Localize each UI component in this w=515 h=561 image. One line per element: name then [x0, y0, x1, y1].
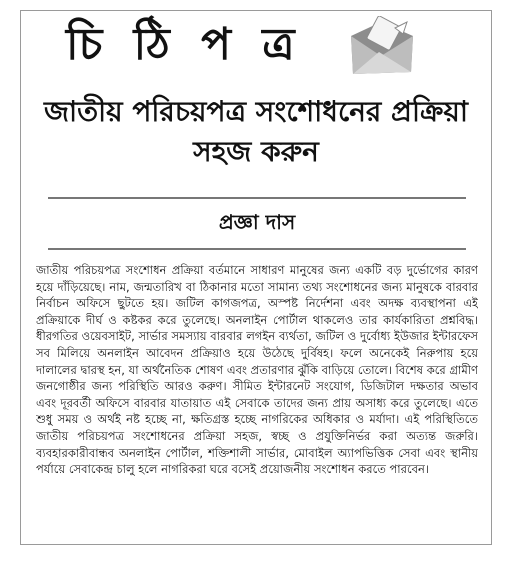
divider-top — [48, 197, 466, 199]
author-name: প্রজ্ঞা দাস — [218, 210, 296, 234]
article-headline: জাতীয় পরিচয়পত্র সংশোধনের প্রক্রিয়া সহজ করুন — [43, 95, 468, 168]
article-body: জাতীয় পরিচয়পত্র সংশোধন প্রক্রিয়া বর্তমানে সাধারণ মানুষের জন্য একটি বড় দুর্ভোগের কারণ হয়ে দাঁড়িয়েছে। নাম, জন্মতারিখ বা ঠিকানার মতো সামান্য তথ্য সংশোধনের জন্য মানুষকে বারবার নির্বাচন অফিসে ছুটতে হয়। জটিল কাগজপত্র, অস্পষ্ট নির্দেশনা এবং অদক্ষ ব্যবস্থাপনা এই প্রক্রিয়াকে দীর্ঘ ও কষ্টকর করে তুলেছে। অনলাইন পোর্টাল থাকলেও তার কার্যকারিতা প্রশ্নবিদ্ধ। ধীরগতির ওয়েবসাইট, সার্ভার সমস্যায় বারবার লগইন ব্যর্থতা, জটিল ও দুর্বোধ্য ইউজার ইন্টারফেস সব মিলিয়ে অনলাইন আবেদন প্রক্রিয়াও হয়ে উঠেছে দুর্বিষহ। ফলে অনেকেই নিরুপায় হয়ে দালালের দ্বারস্থ হন, যা অর্থনৈতিক শোষণ এবং প্রতারণার ঝুঁকি বাড়িয়ে তোলে। বিশেষ করে গ্রামীণ জনগোষ্ঠীর জন্য পরিস্থিতি আরও করুণ। সীমিত ইন্টারনেট সংযোগ, ডিজিটাল দক্ষতার অভাব এবং দূরবর্তী অফিসে বারবার যাতায়াত এই সেবাকে তাদের জন্য প্রায় অসাধ্য করে তুলেছে। এতে শুধু সময় ও অর্থই নষ্ট হচ্ছে না, ক্ষতিগ্রস্ত হচ্ছে নাগরিকের অধিকার ও মর্যাদা। এই পরিস্থিতিতে জাতীয় পরিচয়পত্র সংশোধনের প্রক্রিয়া সহজ, স্বচ্ছ ও প্রযুক্তিনির্ভর করা অত্যন্ত জরুরি। ব্যবহারকারীবান্ধব অনলাইন পোর্টাল, শক্তিশালী সার্ভার, মোবাইল অ্যাপভিত্তিক সেবা এবং স্থানীয় পর্যায়ে সেবাকেন্দ্র চালু হলে নাগরিকরা ঘরে বসেই প্রয়োজনীয় সংশোধন করতে পারবেন। — [36, 263, 478, 477]
divider-bottom — [48, 248, 466, 250]
section-title: চি ঠি প ত্র — [66, 19, 303, 70]
envelope-icon — [345, 16, 417, 80]
